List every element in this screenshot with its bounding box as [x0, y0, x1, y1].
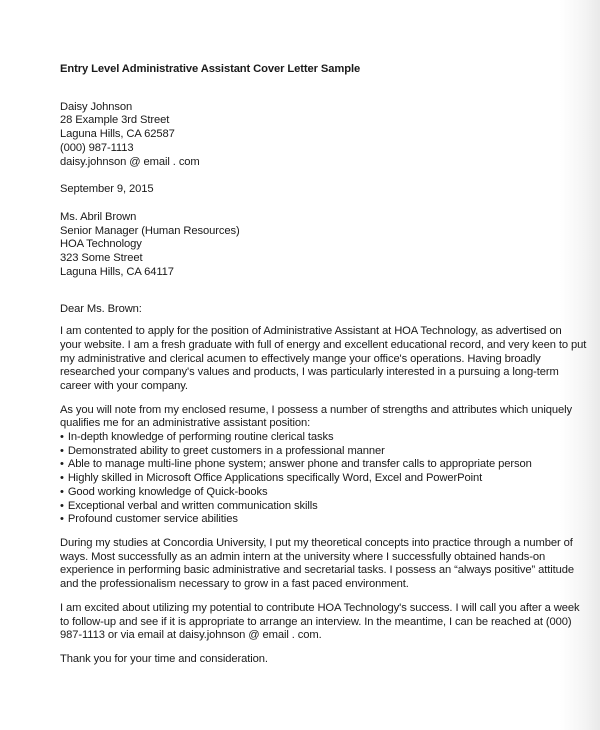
recipient-company: HOA Technology	[60, 238, 142, 251]
strengths-list	[60, 431, 560, 527]
paragraph-line: ways. Most successfully as an admin intern at the university where I successfully obtained hands-on	[60, 550, 546, 563]
paragraph-line: As you will note from my enclosed resume, I possess a number of strengths and attributes which uniquely	[60, 403, 573, 416]
salutation: Dear Ms. Brown:	[60, 303, 142, 316]
sender-phone: (000) 987-1113	[60, 141, 134, 154]
paragraph-line: my administrative and clerical acumen to effectively mange your office's operations. Having broadly	[60, 352, 541, 365]
paragraph-line: career with your company.	[60, 379, 188, 392]
sender-city: Laguna Hills, CA 62587	[60, 128, 175, 141]
recipient-role: Senior Manager (Human Resources)	[60, 224, 240, 237]
sender-street: 28 Example 3rd Street	[60, 114, 170, 127]
paragraph-line: and the professionalism necessary to grow in a fast paced environment.	[60, 578, 409, 591]
document-title: Entry Level Administrative Assistant Cover Letter Sample	[60, 63, 361, 75]
list-item: • Demonstrated ability to greet customers in a professional manner	[60, 445, 560, 459]
paragraph-line: to follow-up and see if it is appropriate to arrange an interview. In the meantime, I can be reached at (000)	[60, 615, 572, 628]
paragraph-line: I am excited about utilizing my potential to contribute HOA Technology's success. I will call you after a week	[60, 601, 580, 614]
recipient-address	[60, 211, 560, 280]
letter-date: September 9, 2015	[60, 183, 154, 196]
sender-email: daisy.johnson @ email . com	[60, 155, 200, 168]
list-item: • Exceptional verbal and written communication skills	[60, 500, 560, 514]
list-item: • In-depth knowledge of performing routine clerical tasks	[60, 431, 560, 445]
paragraph-line: your website. I am a fresh graduate with full of energy and excellent educational record, and very keen to put	[60, 338, 587, 351]
paragraph-line: researched your company's values and products, I was particularly interested in a pursuing a long-term	[60, 366, 559, 379]
recipient-street: 323 Some Street	[60, 252, 143, 265]
closing-line: Thank you for your time and consideration.	[60, 652, 268, 665]
paragraph-followup	[60, 601, 580, 643]
paragraph-line: I am contented to apply for the position of Administrative Assistant at HOA Technology, as advertised on	[60, 325, 562, 338]
cover-letter	[60, 63, 587, 667]
paragraph-line: qualifies me for an administrative assistant position:	[60, 417, 311, 430]
recipient-city: Laguna Hills, CA 64117	[60, 265, 174, 278]
paragraph-intro	[60, 325, 587, 394]
list-item: • Highly skilled in Microsoft Office Applications specifically Word, Excel and PowerPoint	[60, 472, 560, 486]
paragraph-line: During my studies at Concordia University, I put my theoretical concepts into practice through a number of	[60, 536, 573, 549]
list-item: • Able to manage multi-line phone system; answer phone and transfer calls to appropriate person	[60, 458, 560, 472]
sender-address	[60, 101, 560, 170]
sender-name: Daisy Johnson	[60, 100, 133, 113]
list-item: • Profound customer service abilities	[60, 513, 560, 527]
paragraph-line: experience in performing basic administrative and secretarial tasks. I possess an “always positive” attitude	[60, 564, 575, 577]
paragraph-line: 987-1113 or via email at daisy.johnson @ email . com.	[60, 629, 322, 642]
recipient-name: Ms. Abril Brown	[60, 210, 137, 223]
paragraph-education	[60, 536, 575, 592]
paragraph-strengths	[60, 403, 573, 431]
list-item: • Good working knowledge of Quick-books	[60, 486, 560, 500]
